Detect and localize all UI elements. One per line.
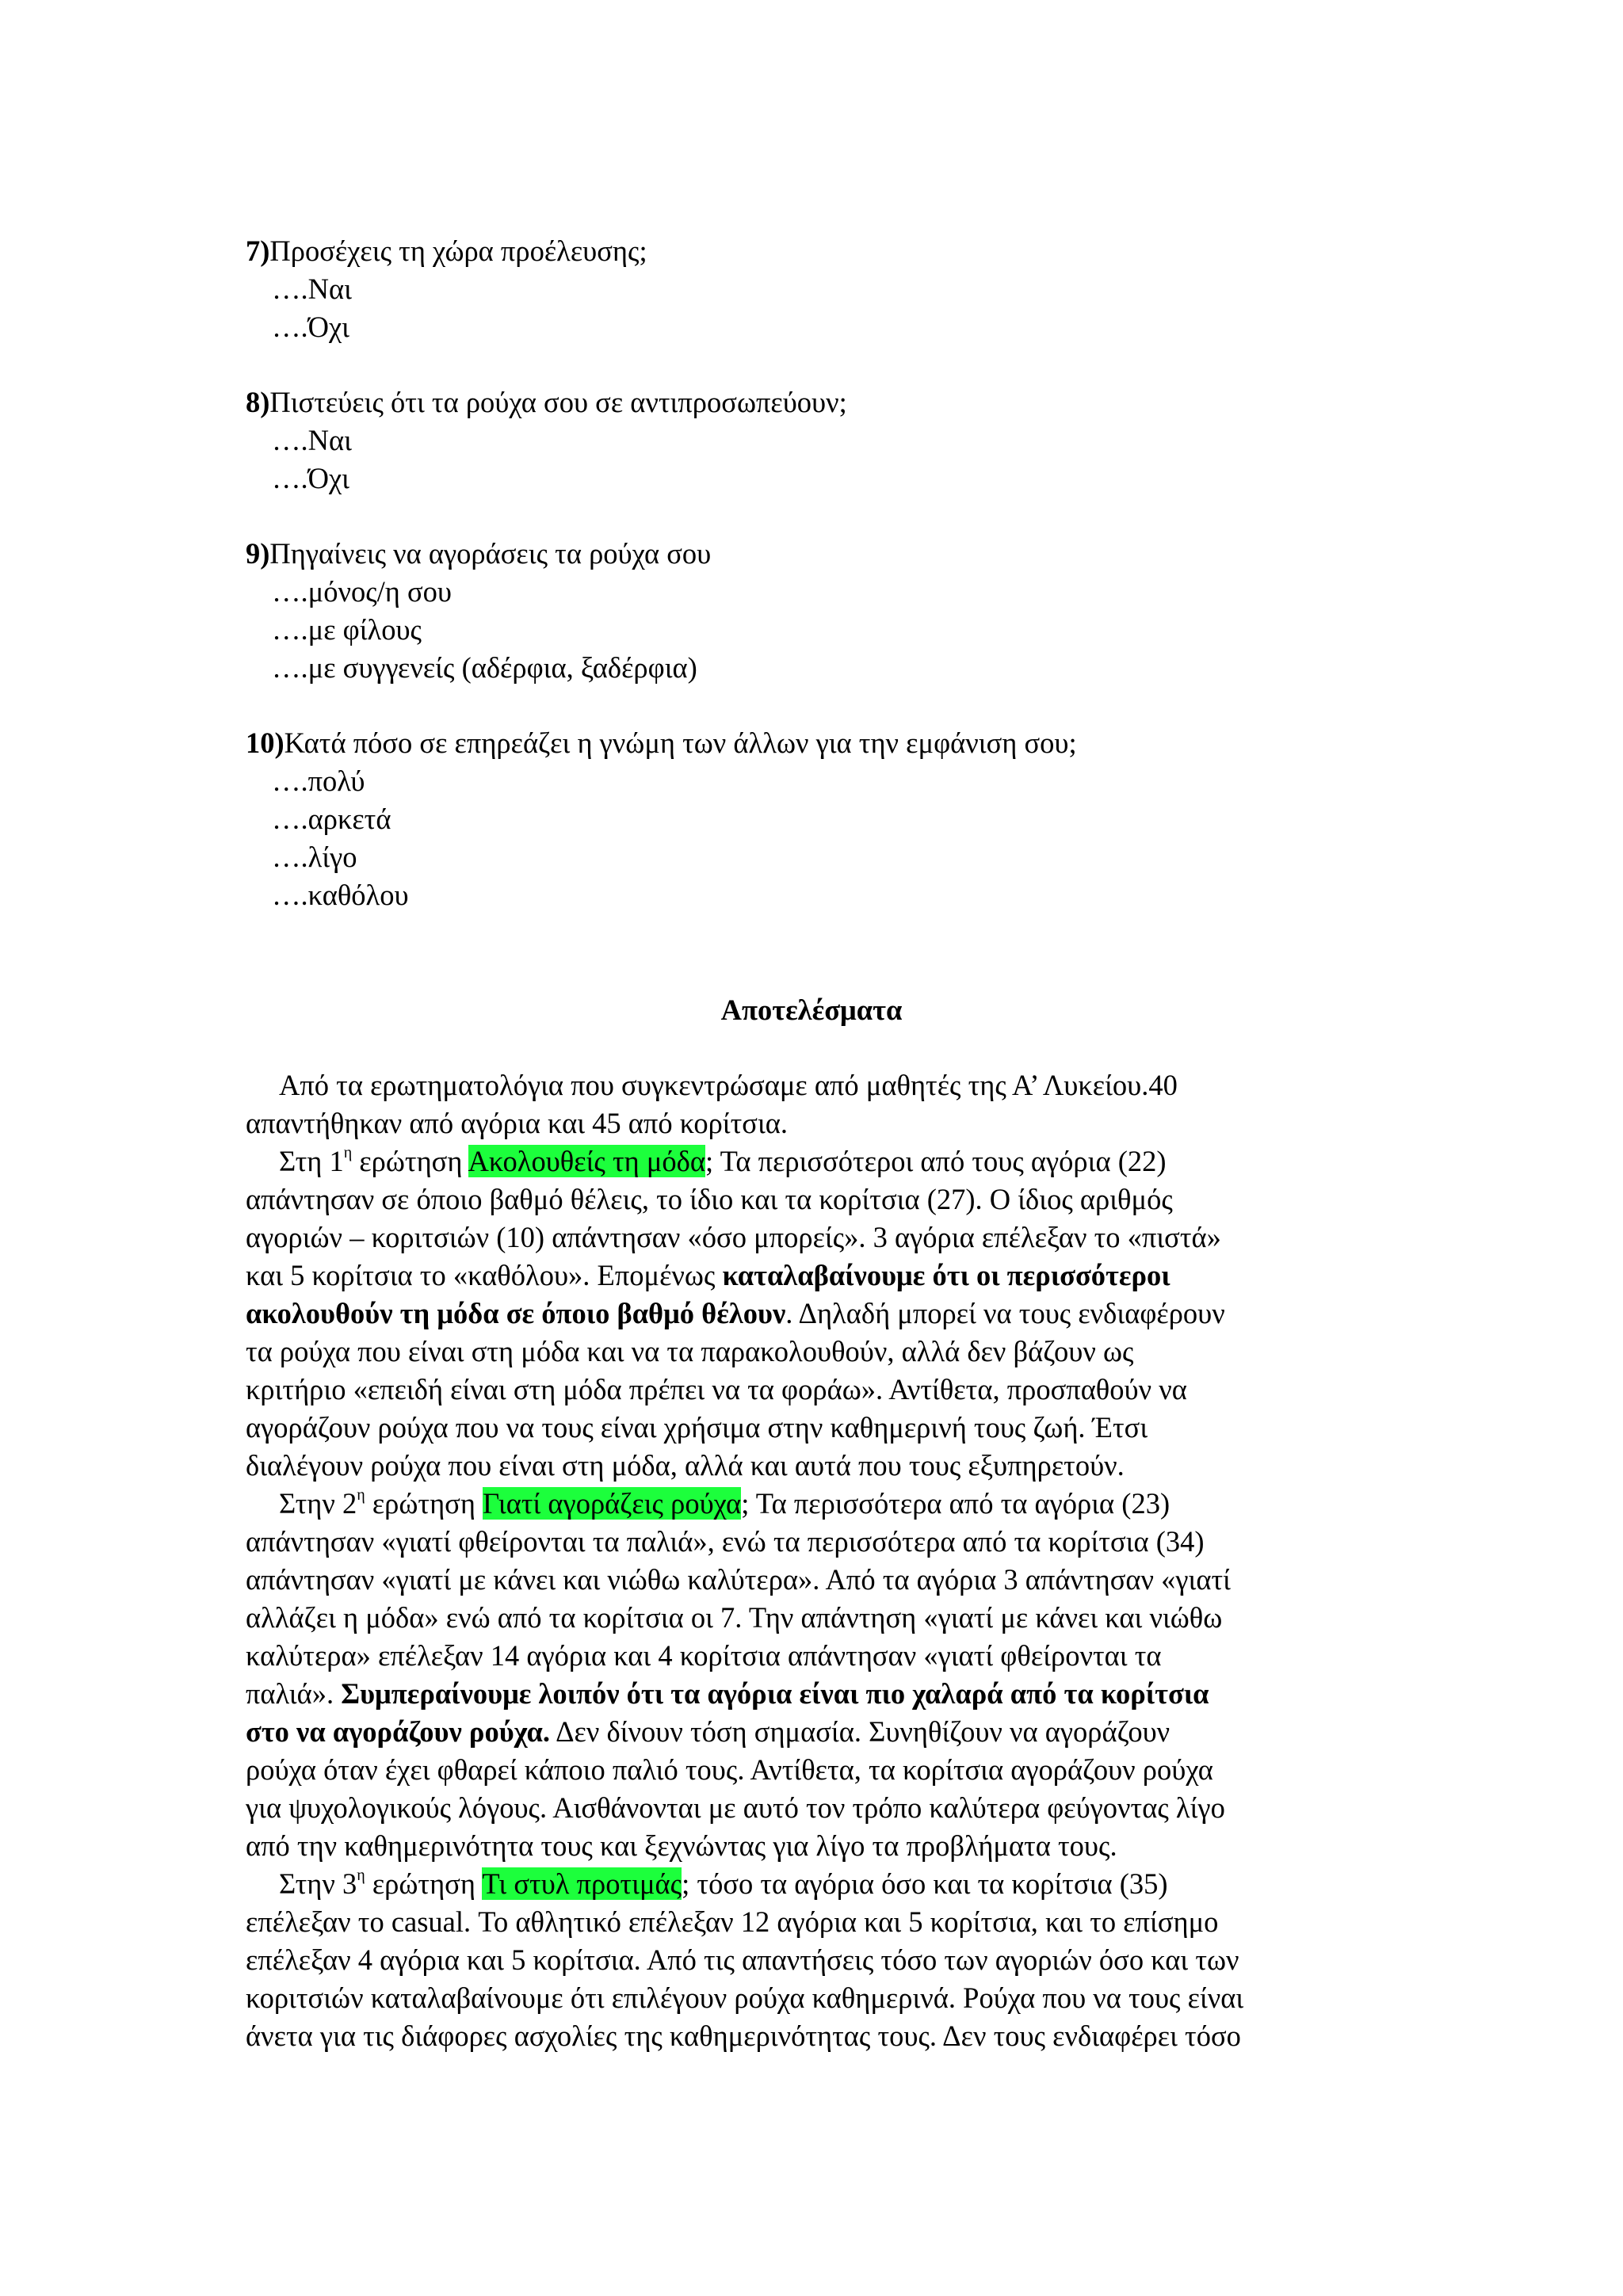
option-yes: ….Ναι	[272, 273, 352, 305]
question-7-line	[246, 232, 1434, 270]
option-a-lot: ….πολύ	[272, 765, 365, 797]
question-8-line	[246, 383, 1434, 421]
question-text: Πιστεύεις ότι τα ρούχα σου σε αντιπροσωπεύουν;	[269, 386, 847, 418]
results-body	[246, 1066, 1387, 2055]
highlighted-question: Γιατί αγοράζεις ρούχα	[483, 1487, 742, 1520]
text-line	[246, 1675, 1387, 1713]
results-heading: Αποτελέσματα	[720, 994, 903, 1026]
text-line: άνετα για τις διάφορες ασχολίες της καθημερινότητας τους. Δεν τους ενδιαφέρει τόσο	[246, 2019, 1241, 2052]
highlighted-question: Τι στυλ προτιμάς	[482, 1867, 682, 1900]
text-line	[246, 1865, 1387, 1903]
text-line: απαντήθηκαν από αγόρια και 45 από κορίτσια.	[246, 1107, 789, 1139]
text-line: ρούχα όταν έχει φθαρεί κάποιο παλιό τους. Αντίθετα, τα κορίτσια αγοράζουν ρούχα	[246, 1753, 1213, 1786]
option-enough: ….αρκετά	[272, 803, 391, 835]
question-8	[246, 383, 1434, 498]
option-relatives: ….με συγγενείς (αδέρφια, ξαδέρφια)	[272, 651, 697, 684]
text-line: διαλέγουν ρούχα που είναι στη μόδα, αλλά και αυτά που τους εξυπηρετούν.	[246, 1449, 1125, 1482]
text-line: επέλεξαν 4 αγόρια και 5 κορίτσια. Από τις απαντήσεις τόσο των αγοριών όσο και των	[246, 1943, 1239, 1976]
text-line: για ψυχολογικούς λόγους. Αισθάνονται με αυτό τον τρόπο καλύτερα φεύγοντας λίγο	[246, 1791, 1225, 1824]
text-run: Στην 3	[279, 1867, 357, 1900]
question-text: Προσέχεις τη χώρα προέλευσης;	[269, 235, 647, 267]
question-text: Πηγαίνεις να αγοράσεις τα ρούχα σου	[269, 537, 712, 570]
text-run: ερώτηση	[365, 1867, 483, 1900]
option-no: ….Όχι	[272, 311, 350, 343]
ordinal-superscript: η	[357, 1866, 365, 1884]
text-run: ερώτηση	[365, 1487, 483, 1520]
text-run: παλιά».	[246, 1677, 342, 1710]
question-number: 8)	[246, 386, 270, 418]
question-9	[246, 535, 1434, 687]
option-little: ….λίγο	[272, 841, 357, 873]
text-run: και 5 κορίτσια το «καθόλου». Επομένως	[246, 1259, 723, 1291]
bold-conclusion: ακολουθούν τη μόδα σε όποιο βαθμό θέλουν	[246, 1297, 786, 1329]
text-line	[246, 1257, 1387, 1295]
question-10	[246, 724, 1434, 914]
text-line	[246, 1295, 1387, 1333]
text-run: Στην 2	[279, 1487, 357, 1520]
text-line: τα ρούχα που είναι στη μόδα και να τα παρακολουθούν, αλλά δεν βάζουν ως	[246, 1335, 1134, 1367]
highlighted-question: Ακολουθείς τη μόδα	[468, 1145, 705, 1177]
question-10-line	[246, 724, 1434, 762]
text-line	[246, 1713, 1387, 1751]
text-run: ερώτηση	[352, 1145, 468, 1177]
ordinal-superscript: η	[357, 1486, 365, 1504]
option-no: ….Όχι	[272, 462, 350, 494]
text-line: κριτήριο «επειδή είναι στη μόδα πρέπει να τα φοράω». Αντίθετα, προσπαθούν να	[246, 1373, 1187, 1405]
text-line: απάντησαν σε όποιο βαθμό θέλεις, το ίδιο και τα κορίτσια (27). Ο ίδιος αριθμός	[246, 1183, 1173, 1215]
question-number: 9)	[246, 537, 270, 570]
question-number: 10)	[246, 727, 285, 759]
text-line: καλύτερα» επέλεξαν 14 αγόρια και 4 κορίτσια απάντησαν «γιατί φθείρονται τα	[246, 1639, 1162, 1672]
text-line: αγοριών – κοριτσιών (10) απάντησαν «όσο μπορείς». 3 αγόρια επέλεξαν το «πιστά»	[246, 1221, 1221, 1253]
text-line: κοριτσιών καταλαβαίνουμε ότι επιλέγουν ρούχα καθημερινά. Ρούχα που να τους είναι	[246, 1981, 1244, 2014]
text-line: από την καθημερινότητα τους και ξεχνώντας για λίγο τα προβλήματα τους.	[246, 1829, 1117, 1862]
option-yes: ….Ναι	[272, 424, 352, 456]
bold-conclusion: Συμπεραίνουμε λοιπόν ότι τα αγόρια είναι πιο χαλαρά από τα κορίτσια	[341, 1677, 1209, 1710]
text-line	[246, 1142, 1387, 1180]
bold-conclusion: καταλαβαίνουμε ότι οι περισσότεροι	[722, 1259, 1170, 1291]
text-run: ; τόσο τα αγόρια όσο και τα κορίτσια (35)	[682, 1867, 1168, 1900]
ordinal-superscript: η	[343, 1143, 353, 1161]
text-run: Δεν δίνουν τόση σημασία. Συνηθίζουν να αγοράζουν	[549, 1715, 1170, 1748]
option-friends: ….με φίλους	[272, 613, 422, 646]
question-9-line	[246, 535, 1434, 573]
text-line	[246, 1485, 1387, 1523]
bold-conclusion: στο να αγοράζουν ρούχα.	[246, 1715, 550, 1748]
text-line: Από τα ερωτηματολόγια που συγκεντρώσαμε από μαθητές της Α’ Λυκείου.40	[279, 1069, 1178, 1101]
option-not-at-all: ….καθόλου	[272, 879, 409, 911]
text-line: αγοράζουν ρούχα που να τους είναι χρήσιμα στην καθημερινή τους ζωή. Έτσι	[246, 1411, 1148, 1444]
text-line: απάντησαν «γιατί φθείρονται τα παλιά», ενώ τα περισσότερα από τα κορίτσια (34)	[246, 1525, 1205, 1558]
text-line: απάντησαν «γιατί με κάνει και νιώθω καλύτερα». Από τα αγόρια 3 απάντησαν «γιατί	[246, 1563, 1231, 1596]
text-line: αλλάζει η μόδα» ενώ από τα κορίτσια οι 7. Την απάντηση «γιατί με κάνει και νιώθω	[246, 1601, 1223, 1634]
text-run: ; Τα περισσότερα από τα αγόρια (23)	[741, 1487, 1170, 1520]
text-run: ; Τα περισσότεροι από τους αγόρια (22)	[705, 1145, 1167, 1177]
text-run: . Δηλαδή μπορεί να τους ενδιαφέρουν	[785, 1297, 1225, 1329]
text-run: Στη 1	[279, 1145, 344, 1177]
option-alone: ….μόνος/η σου	[272, 575, 453, 608]
question-text: Κατά πόσο σε επηρεάζει η γνώμη των άλλων για την εμφάνιση σου;	[284, 727, 1077, 759]
question-number: 7)	[246, 235, 270, 267]
question-7	[246, 232, 1434, 346]
text-line: επέλεξαν το casual. Το αθλητικό επέλεξαν 12 αγόρια και 5 κορίτσια, και το επίσημο	[246, 1905, 1219, 1938]
